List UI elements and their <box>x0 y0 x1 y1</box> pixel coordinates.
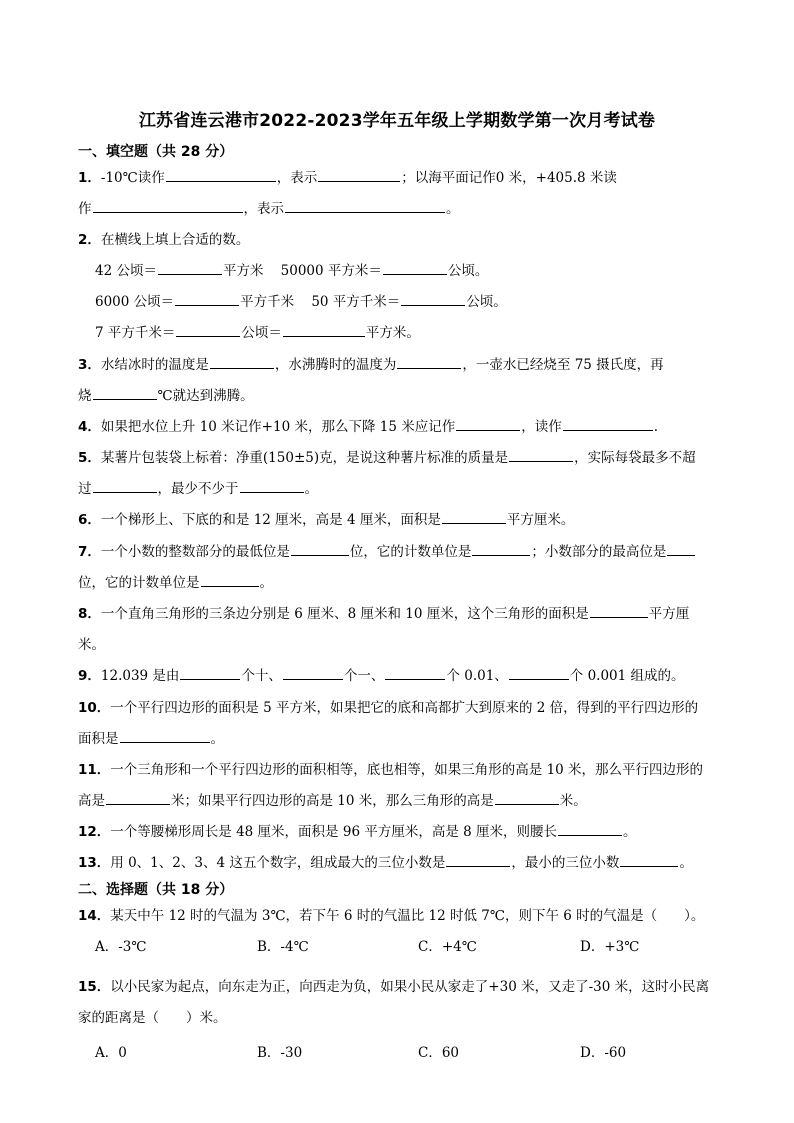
section-multiple-choice: 二、选择题（共 18 分） <box>78 882 234 898</box>
answer-blank[interactable] <box>509 447 573 462</box>
question-2-row-1: 42 公顷＝ 平方米 50000 平方米＝ 公顷。 <box>95 259 775 279</box>
question-15: 15．以小民家为起点，向东走为正，向西走为负，如果小民从家走了+30 米，又走了-30 米，这时小民离 <box>78 979 710 995</box>
question-4: 4．如果把水位上升 10 米记作+10 米，那么下降 15 米应记作 ，读作 . <box>78 415 758 435</box>
option-a[interactable]: A．-3℃ <box>95 939 147 955</box>
question-12: 12．一个等腰梯形周长是 48 厘米，面积是 96 平方厘米，高是 8 厘米，则腰长 。 <box>78 820 758 840</box>
question-number: 5． <box>78 450 101 466</box>
answer-blank[interactable] <box>285 198 445 213</box>
answer-blank[interactable] <box>180 665 240 680</box>
question-5: 5．某薯片包装袋上标着：净重(150±5)克，是说这种薯片标准的质量是 ，实际每袋最多不超 <box>78 446 758 466</box>
answer-blank[interactable] <box>93 385 157 400</box>
exam-title: 江苏省连云港市2022-2023学年五年级上学期数学第一次月考试卷 <box>138 111 656 131</box>
question-3: 3．水结冰时的温度是 ，水沸腾时的温度为 ，一壶水已经烧至 75 摄氏度，再 <box>78 353 758 373</box>
option-a[interactable]: A．0 <box>95 1045 127 1061</box>
question-number: 6． <box>78 512 101 528</box>
answer-blank[interactable] <box>558 821 622 836</box>
question-10: 10．一个平行四边形的面积是 5 平方米，如果把它的底和高都扩大到原来的 2 倍，得到的平行四边形的 <box>78 700 699 716</box>
question-6: 6．一个梯形上、下底的和是 12 厘米，高是 4 厘米，面积是 平方厘米。 <box>78 508 758 528</box>
question-5-cont: 过 ，最少不少于 。 <box>78 477 758 497</box>
question-number: 3． <box>78 357 101 373</box>
question-number: 11． <box>78 762 111 778</box>
answer-blank[interactable] <box>166 167 276 182</box>
question-8: 8．一个直角三角形的三条边分别是 6 厘米、8 厘米和 10 厘米，这个三角形的面积是 平方厘 <box>78 602 758 622</box>
option-d[interactable]: D．+3℃ <box>580 939 640 955</box>
question-1-cont: 作 ，表示 。 <box>78 197 758 217</box>
option-c[interactable]: C．+4℃ <box>418 939 477 955</box>
question-number: 15． <box>78 979 111 995</box>
answer-blank[interactable] <box>158 260 222 275</box>
option-d[interactable]: D．-60 <box>580 1045 627 1061</box>
question-11: 11．一个三角形和一个平行四边形的面积相等，底也相等，如果三角形的高是 10 米，那么平行四边形的 <box>78 762 704 778</box>
answer-blank[interactable] <box>210 354 274 369</box>
question-1: 1．-10℃读作 ，表示 ；以海平面记作0 米，+405.8 米读 <box>78 166 758 186</box>
question-14: 14．某天中午 12 时的气温为 3℃，若下午 6 时的气温比 12 时低 7℃，则下午 6 时的气温是（ ）。 <box>78 908 705 924</box>
answer-blank[interactable] <box>620 852 678 867</box>
question-number: 1． <box>78 170 101 186</box>
question-2: 2．在横线上填上合适的数。 <box>78 232 250 248</box>
answer-blank[interactable] <box>240 478 304 493</box>
question-number: 4． <box>78 419 101 435</box>
question-2-row-2: 6000 公顷＝ 平方千米 50 平方千米＝ 公顷。 <box>95 290 775 310</box>
question-number: 10． <box>78 700 111 716</box>
answer-blank[interactable] <box>283 665 343 680</box>
answer-blank[interactable] <box>509 665 569 680</box>
question-11-cont: 高是 米；如果平行四边形的高是 10 米，那么三角形的高是 米。 <box>78 789 758 809</box>
question-2-row-3: 7 平方千米＝ 公顷＝ 平方米。 <box>95 321 775 341</box>
question-8-cont: 米。 <box>78 637 105 653</box>
answer-blank[interactable] <box>176 322 240 337</box>
answer-blank[interactable] <box>495 790 559 805</box>
option-b[interactable]: B．-4℃ <box>257 939 309 955</box>
answer-blank[interactable] <box>385 665 445 680</box>
question-7-cont: 位，它的计数单位是 。 <box>78 571 758 591</box>
answer-blank[interactable] <box>401 291 465 306</box>
answer-blank[interactable] <box>456 416 520 431</box>
question-number: 12． <box>78 824 111 840</box>
answer-blank[interactable] <box>106 790 170 805</box>
question-number: 13． <box>78 855 111 871</box>
question-9: 9．12.039 是由 个十、 个一、 个 0.01、 个 0.001 组成的。 <box>78 664 758 684</box>
question-3-cont: 烧 ℃就达到沸腾。 <box>78 384 758 404</box>
question-7: 7．一个小数的整数部分的最低位是 位，它的计数单位是 ；小数部分的最高位是 <box>78 540 758 560</box>
question-number: 14． <box>78 908 111 924</box>
question-number: 7． <box>78 544 101 560</box>
question-15-cont: 家的距离是（ ）米。 <box>78 1010 227 1026</box>
answer-blank[interactable] <box>120 728 210 743</box>
answer-blank[interactable] <box>201 572 259 587</box>
answer-blank[interactable] <box>383 260 447 275</box>
question-number: 8． <box>78 606 101 622</box>
section-fill-in: 一、填空题（共 28 分） <box>78 144 234 160</box>
answer-blank[interactable] <box>446 852 510 867</box>
answer-blank[interactable] <box>590 603 648 618</box>
option-c[interactable]: C．60 <box>418 1045 460 1061</box>
answer-blank[interactable] <box>291 541 349 556</box>
answer-blank[interactable] <box>442 509 506 524</box>
question-number: 9． <box>78 668 101 684</box>
answer-blank[interactable] <box>175 291 239 306</box>
question-10-cont: 面积是 。 <box>78 727 758 747</box>
answer-blank[interactable] <box>93 478 157 493</box>
answer-blank[interactable] <box>93 198 243 213</box>
option-b[interactable]: B．-30 <box>257 1045 303 1061</box>
answer-blank[interactable] <box>397 354 461 369</box>
answer-blank[interactable] <box>563 416 653 431</box>
question-number: 2． <box>78 232 101 248</box>
answer-blank[interactable] <box>667 541 695 556</box>
answer-blank[interactable] <box>472 541 530 556</box>
answer-blank[interactable] <box>318 167 400 182</box>
answer-blank[interactable] <box>283 322 365 337</box>
question-13: 13．用 0、1、2、3、4 这五个数字，组成最大的三位小数是 ，最小的三位小数 。 <box>78 851 758 871</box>
